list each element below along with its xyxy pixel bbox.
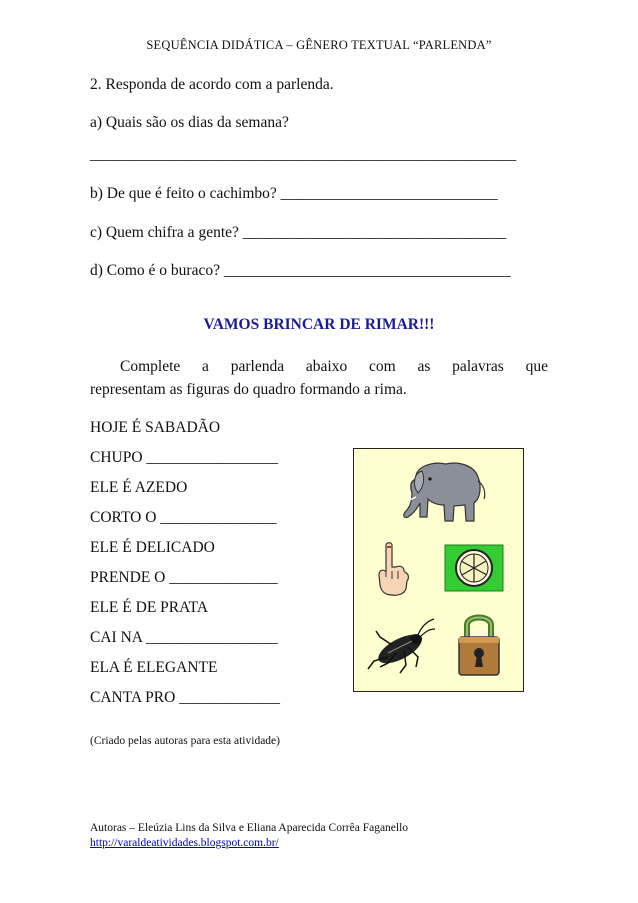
poem-line: CAI NA _________________	[90, 629, 278, 646]
footer-link[interactable]: http://varaldeatividades.blogspot.com.br/	[90, 837, 279, 849]
poem-line: ELA É ELEGANTE	[90, 659, 218, 676]
instruction-line-1: Complete a parlenda abaixo com as palavras que	[120, 358, 548, 375]
poem-line: HOJE É SABADÃO	[90, 419, 221, 436]
poem-line: ELE É DE PRATA	[90, 599, 209, 616]
footer-authors: Autoras – Eleúzia Lins da Silva e Eliana Aparecida Corrêa Faganello	[90, 822, 409, 834]
question-a: a) Quais são os dias da semana?	[90, 114, 289, 131]
poem-line: CORTO O _______________	[90, 509, 277, 526]
poem-line: ELE É DELICADO	[90, 539, 215, 556]
question-title: 2. Responda de acordo com a parlenda.	[90, 76, 334, 93]
question-b: b) De que é feito o cachimbo? ____________________________	[90, 185, 498, 202]
activity-heading: VAMOS BRINCAR DE RIMAR!!!	[203, 316, 435, 333]
credit-note: (Criado pelas autoras para esta atividade)	[90, 735, 280, 747]
finger-icon	[374, 541, 412, 597]
picture-box	[353, 448, 524, 692]
padlock-icon	[454, 609, 504, 679]
question-d: d) Como é o buraco? _____________________________________	[90, 262, 511, 279]
lemon-icon	[444, 544, 504, 592]
cockroach-icon	[366, 617, 436, 679]
question-c: c) Quem chifra a gente? __________________________________	[90, 224, 507, 241]
poem-line: PRENDE O ______________	[90, 569, 278, 586]
elephant-icon	[394, 459, 489, 527]
poem-line: ELE É AZEDO	[90, 479, 188, 496]
poem-line: CHUPO _________________	[90, 449, 279, 466]
page-header: SEQUÊNCIA DIDÁTICA – GÊNERO TEXTUAL “PARLENDA”	[146, 38, 492, 52]
poem-line: CANTA PRO _____________	[90, 689, 280, 706]
answer-line-a: _______________________________________________________	[90, 146, 517, 163]
instruction-line-2: representam as figuras do quadro formando a rima.	[90, 381, 407, 398]
